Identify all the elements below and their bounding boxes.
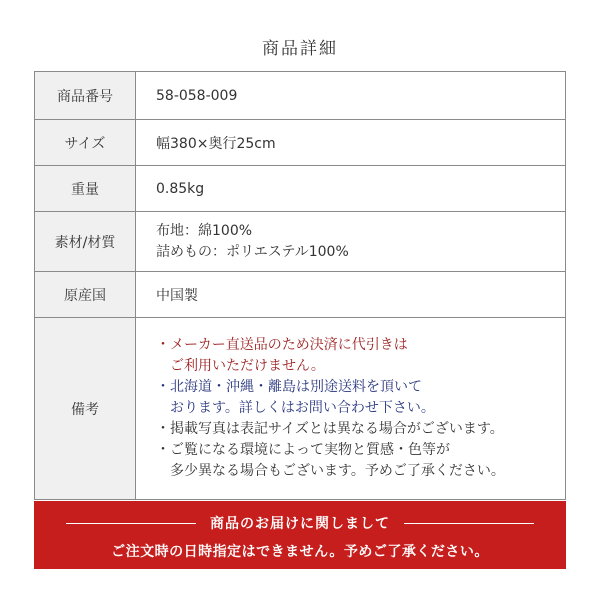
note-line: ・ご覧になる環境によって実物と質感・色等が — [156, 442, 450, 458]
notes-label: 備考 — [35, 318, 136, 500]
note-line: 多少異なる場合もございます。予めご了承ください。 — [156, 463, 505, 479]
note-line: ・掲載写真は表記サイズとは異なる場合がございます。 — [156, 421, 504, 437]
table-row-notes — [35, 318, 566, 500]
row-label: 素材/材質 — [35, 212, 136, 272]
product-details-table — [34, 71, 566, 500]
notes-list — [136, 318, 566, 500]
row-value: 58-058-009 — [136, 72, 566, 120]
row-label: 商品番号 — [35, 72, 136, 120]
banner-message: ご注文時の日時指定はできません。予めご了承ください。 — [111, 544, 489, 560]
table-row — [35, 166, 566, 212]
note-line: ・北海道・沖縄・離島は別途送料を頂いて — [156, 379, 422, 395]
row-value: 0.85kg — [136, 166, 566, 212]
banner-rule-right — [404, 523, 534, 524]
row-label: 重量 — [35, 166, 136, 212]
banner-rule-left — [66, 523, 196, 524]
table-row — [35, 72, 566, 120]
row-label: サイズ — [35, 120, 136, 166]
material-filling: 詰めもの：ポリエステル100% — [156, 243, 349, 260]
table-row — [35, 272, 566, 318]
page-title: 商品詳細 — [262, 39, 338, 59]
banner-heading-text: 商品のお届けに関しまして — [210, 516, 390, 532]
table-row — [35, 120, 566, 166]
row-label: 原産国 — [35, 272, 136, 318]
row-value: 中国製 — [136, 272, 566, 318]
row-value — [136, 212, 566, 272]
delivery-notice-banner — [34, 501, 566, 569]
table-row — [35, 212, 566, 272]
note-line: おります。詳しくはお問い合わせ下さい。 — [156, 400, 435, 416]
row-value: 幅380×奥行25cm — [136, 120, 566, 166]
note-line: ご利用いただけません。 — [156, 358, 325, 374]
material-fabric: 布地：綿100% — [156, 222, 253, 239]
banner-heading — [34, 513, 566, 533]
note-line: ・メーカー直送品のため決済に代引きは — [156, 337, 408, 353]
